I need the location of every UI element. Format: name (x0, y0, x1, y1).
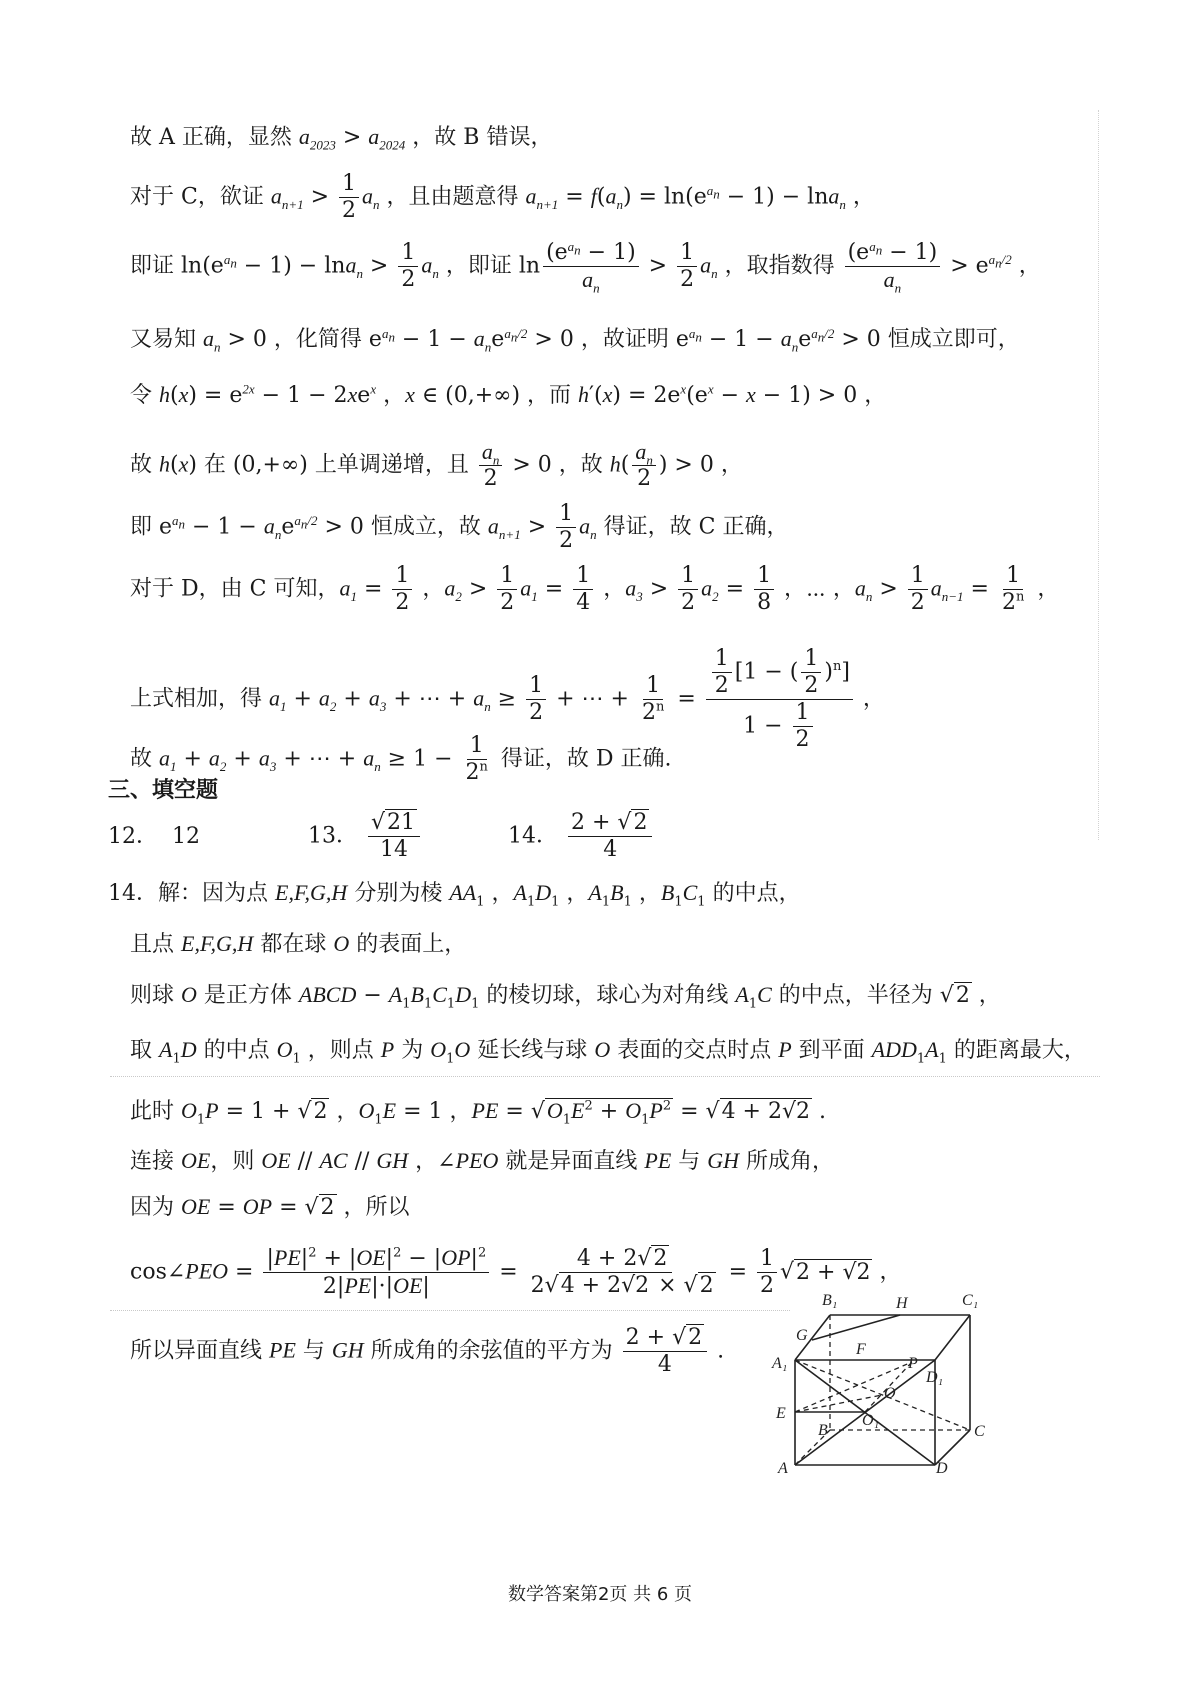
label-g: G (796, 1327, 808, 1344)
solution-line-8: cos∠PEO = $\frac{|PE|^2 + |OE|^2 - |OP|^2}{2|PE|\cdot|OE|}$ = $\frac{4 + 2√2}{2√4 + 2√2 \times √2}$ = $\frac{1}{2}$ √2 + √2 ， (130, 1245, 902, 1299)
solution-line-1: 14．解：因为点 E,F,G,H 分别为棱 $AA_1$ ，$A_1D_1$ ，$A_1B_1$ ，$B_1C_1$ 的中点， (108, 880, 801, 910)
solution-line-4: 取 $A_1D$ 的中点 $O_1$ ，则点 P 为 $O_1O$ 延长线与球 O 表面的交点时点 P 到平面 $ADD_1A_1$ 的距离最大， (130, 1037, 1086, 1067)
label-c1: C₁ (962, 1292, 979, 1309)
solution-line-7: 因为 OE = OP = √2 ，所以 (130, 1194, 410, 1220)
label-d: D (936, 1460, 948, 1477)
label-a: A (778, 1460, 788, 1477)
label-e: E (776, 1405, 786, 1422)
page-footer: 数学答案第2页 共 6 页 (507, 1584, 693, 1605)
label-p: P (908, 1355, 918, 1372)
solution-line-9: 所以异面直线 PE 与 GH 所成角的余弦值的平方为 $\frac{2 + √2}{4}$ . (130, 1325, 725, 1377)
label-a1: A₁ (772, 1355, 788, 1372)
label-o1: O₁ (862, 1412, 880, 1429)
text-line-6: 故 h(x) 在 (0,+∞) 上单调递增，且 $\frac{a_n}{2}$ > 0 ，故 h( $\frac{a_n}{2}$ ) > 0 ， (130, 439, 743, 491)
answer-13: 13． $\frac{√21}{14}$ (308, 812, 423, 861)
label-b: B (818, 1422, 828, 1439)
label-b1: B₁ (822, 1292, 838, 1309)
edge-d1-c1 (935, 1315, 970, 1360)
text-line-7: 即 $e^{a_n} - 1 - a_ne^{a_n/2} > 0$ 恒成立，故 $a_{n+1}$ > $\frac{1}{2}$ $a_n$ 得证，故 C 正确， (130, 501, 789, 553)
hidden-segment-a1-c (795, 1360, 970, 1430)
solution-line-6: 连接 OE，则 OE // AC // GH ，∠PEO 就是异面直线 PE 与 GH 所成角， (130, 1148, 835, 1174)
right-margin-rule (1098, 110, 1099, 840)
cube-figure (772, 1270, 1100, 1477)
section-heading: 三、填空题 (108, 778, 219, 803)
label-h: H (896, 1295, 908, 1312)
answer-12: 12． 12 (108, 824, 200, 849)
label-o: O (884, 1385, 896, 1402)
dotted-divider-2 (110, 1310, 790, 1311)
text-line-8: 对于 D，由 C 可知，$a_1$ = $\frac{1}{2}$ ，$a_2$ > $\frac{1}{2}$ $a_1$ = $\frac{1}{4}$ ，$a_3$ > $\frac{1}{2}$ $a_2$ = $\frac{1}{8}$ ，⋯ ，$a_n$ > $\frac{1}{2}$ $a_{n-1}$ = $\frac{1}{2^n}$ ， (130, 563, 1060, 615)
solution-line-5: 此时 $O_1P = 1 + √2$ ，$O_1E = 1$ ，PE = $√O_1E^2 + O_1P^2 = √4 + 2√2$ . (130, 1098, 826, 1128)
text-line-10: 故 $a_1 + a_2 + a_3$ + ⋯ + $a_n \ge 1$ − $\frac{1}{2^n}$ 得证，故 D 正确. (130, 733, 672, 785)
label-c: C (974, 1423, 985, 1440)
solution-line-2: 且点 E,F,G,H 都在球 O 的表面上， (130, 931, 467, 957)
answer-14: 14． $\frac{2 + √2}{4}$ (508, 812, 655, 861)
dotted-divider-1 (110, 1076, 1100, 1077)
text-line-3: 即证 $\ln(e^{a_n} - 1) - \ln a_n$ > $\frac{1}{2}$ $a_n$ ，即证 ln $\frac{(e^{a_n} - 1)}{a_n}$ > $\frac{1}{2}$ $a_n$ ，取指数得 $\frac{(e^{a_n} - 1)}{a_n}$ > $e^{a_n/2}$ ， (130, 238, 1041, 296)
text-line-9: 上式相加，得 $a_1 + a_2 + a_3$ + ⋯ + $a_n$ ≥ $\frac{1}{2}$ + ⋯ + $\frac{1}{2^n}$ = $\frac{1}{2}$ [1 − ( $\frac{1}{2}$ )$^n$] 1 − $\frac{1}{2}$ ， (130, 646, 885, 752)
segment-g-h (812, 1315, 900, 1340)
label-d1: D₁ (926, 1369, 944, 1386)
text-line-5: 令 $h(x) = e^{2x} - 1 - 2xe^x$ ，x ∈ (0,+∞) ，而 $h'(x) = 2e^x(e^x - x - 1) > 0$ ， (130, 381, 887, 408)
solution-line-3: 则球 O 是正方体 ABCD − $A_1B_1C_1D_1$ 的棱切球，球心为对角线 $A_1C$ 的中点，半径为 √2 ， (130, 982, 1001, 1012)
text-line-1: 故 A 正确，显然 $a_{2023} > a_{2024}$ ，故 B 错误， (130, 124, 553, 153)
text-line-2: 对于 C，欲证 $a_{n+1}$ > $\frac{1}{2}$ $a_n$ ，且由题意得 $a_{n+1} = f(a_n) = \ln(e^{a_n} - 1) - \ln a_n$ ， (130, 171, 875, 223)
label-f: F (856, 1341, 866, 1358)
text-line-4: 又易知 $a_n > 0$ ，化简得 $e^{a_n} - 1 - a_ne^{a_n/2} > 0$ ，故证明 $e^{a_n} - 1 - a_ne^{a_n/2} > 0$ 恒成立即可， (130, 325, 1020, 355)
